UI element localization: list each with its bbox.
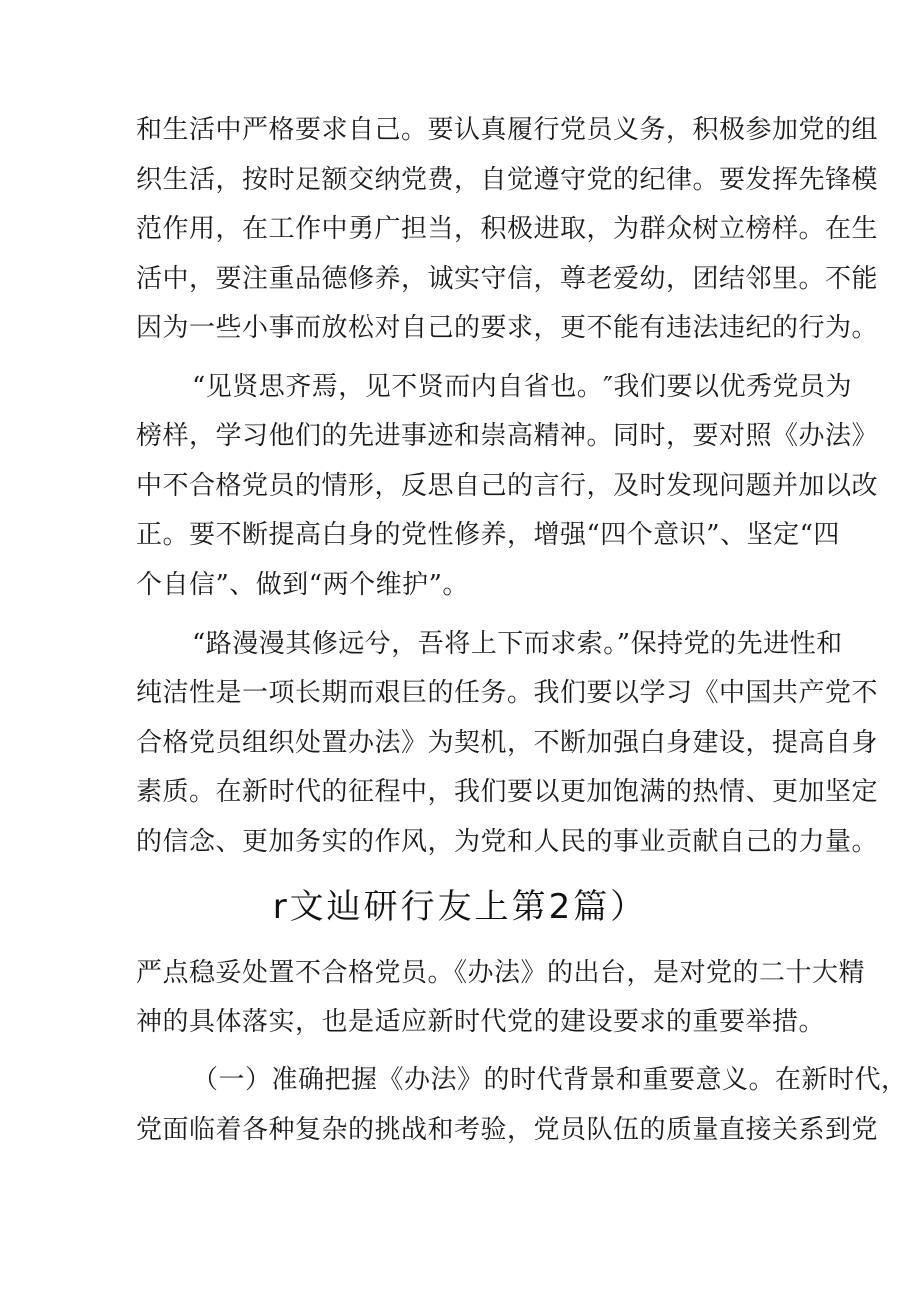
paragraph-5-line-1: （一）准确把握《办法》的时代背景和重要意义。在新时代， [192,1065,908,1095]
section-heading: r文辿研行友上第2篇） [272,887,648,927]
paragraph-2-line-3: 中不合格党员的情形，反思自己的言行，及时发现问题并加以改 [136,471,879,501]
paragraph-1-line-3: 范作用，在工作中勇广担当，积极进取，为群众树立榜样。在生 [136,214,879,244]
paragraph-3-line-4: 素质。在新时代的征程中，我们要以更加饱满的热情、更加坚定 [136,777,879,807]
paragraph-3-line-2: 纯洁性是一项长期而艰巨的任务。我们要以学习《中国共产党不 [136,678,879,708]
paragraph-5-line-2: 党面临着各种复杂的挑战和考验，党员队伍的质量直接关系到党 [136,1115,879,1145]
paragraph-2-line-5: 个自信”、做到“两个维护”。 [136,570,469,600]
paragraph-2-line-1: “见贤思齐焉，见不贤而内自省也。″我们要以优秀党员为 [192,372,853,402]
paragraph-3-line-1: “路漫漫其修远兮，吾将上下而求索。”保持党的先进性和 [192,629,843,659]
paragraph-1-line-4: 活中，要注重品德修养，诚实守信，尊老爱幼，团结邻里。不能 [136,264,879,294]
paragraph-4-line-2: 神的具体落实，也是适应新时代党的建设要求的重要举措。 [136,1007,826,1037]
paragraph-2-line-4: 正。要不断提高白身的党性修养，增强“四个意识”、坚定“四 [136,520,840,550]
paragraph-2-line-2: 榜样，学习他们的先进事迹和崇高精神。同时，要对照《办法》 [136,421,879,451]
paragraph-3-line-5: 的信念、更加务实的作风，为党和人民的事业贡献自己的力量。 [136,827,879,857]
paragraph-4-line-1: 严点稳妥处置不合格党员。《办法》的出台，是对党的二十大精 [136,958,866,988]
paragraph-1-line-5: 因为一些小事而放松对自己的要求，更不能有违法违纪的行为。 [136,313,879,343]
paragraph-3-line-3: 合格党员组织处置办法》为契机，不断加强白身建设，提高自身 [136,728,879,758]
paragraph-1-line-2: 织生活，按时足额交纳党费，自觉遵守党的纪律。要发挥先锋模 [136,165,879,195]
paragraph-1-line-1: 和生活中严格要求自己。要认真履行党员义务，积极参加党的组 [136,115,879,145]
